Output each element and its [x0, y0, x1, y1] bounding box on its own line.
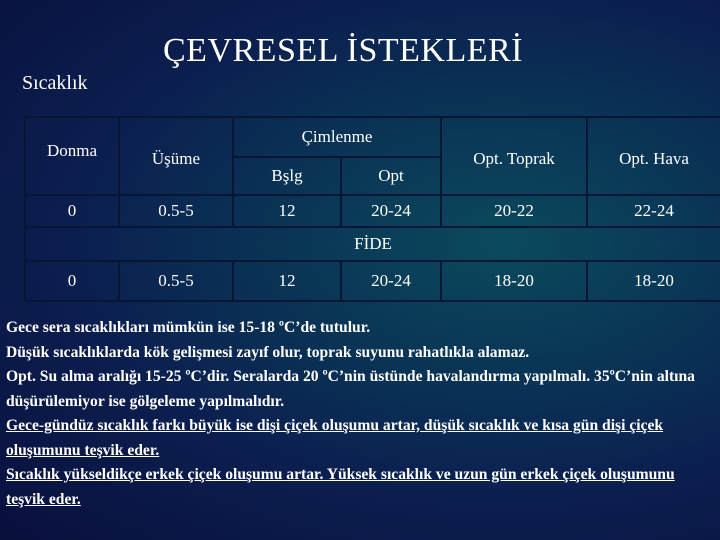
- page-title: ÇEVRESEL İSTEKLERİ: [163, 32, 523, 69]
- table-row: [25, 195, 720, 227]
- requirements-table: [24, 116, 720, 302]
- header-cimlenme: Çimlenme: [233, 117, 441, 157]
- note-line: Düşük sıcaklıklarda kök gelişmesi zayıf olur, toprak suyunu rahatlıkla alamaz.: [6, 343, 530, 361]
- header-opt-toprak: Opt. Toprak: [441, 117, 587, 195]
- table-cell: 18-20: [441, 261, 587, 301]
- table-cell: 22-24: [587, 195, 720, 227]
- header-usume: Üşüme: [119, 117, 233, 195]
- table-cell: 0.5-5: [119, 261, 233, 301]
- table-cell: 0: [25, 261, 119, 301]
- table-cell: 18-20: [587, 261, 720, 301]
- table-row: [25, 261, 720, 301]
- header-bslg: Bşlg: [233, 157, 341, 195]
- side-label: Sıcaklık: [22, 72, 88, 94]
- header-opt-hava: Opt. Hava: [587, 117, 720, 195]
- table-cell: 20-24: [341, 261, 441, 301]
- header-donma: Donma: [25, 117, 119, 195]
- table-cell: 0: [25, 195, 119, 227]
- header-opt: Opt: [341, 157, 441, 195]
- table-cell: 20-22: [441, 195, 587, 227]
- divider-label-fide: FİDE: [25, 227, 720, 261]
- table-cell: 0.5-5: [119, 195, 233, 227]
- notes-block: [6, 316, 706, 512]
- note-line-underlined: Sıcaklık yükseldikçe erkek çiçek oluşumu artar. Yüksek sıcaklık ve uzun gün erkek çiçek oluşumunu teşvik eder.: [6, 466, 675, 508]
- table-cell: 12: [233, 195, 341, 227]
- note-line: Gece sera sıcaklıkları mümkün ise 15-18 ºC’de tutulur.: [6, 319, 371, 336]
- table-cell: 12: [233, 261, 341, 301]
- note-line: Opt. Su alma aralığı 15-25 ºC’dir. Seralarda 20 ºC’nin üstünde havalandırma yapılmalı. 35ºC’nin altına düşürülemiyor ise gölgeleme yapılmalıdır.: [6, 368, 695, 410]
- table-cell: 20-24: [341, 195, 441, 227]
- note-line-underlined: Gece-gündüz sıcaklık farkı büyük ise dişi çiçek oluşumu artar, düşük sıcaklık ve kısa gün dişi çiçek oluşumunu teşvik eder.: [6, 417, 664, 459]
